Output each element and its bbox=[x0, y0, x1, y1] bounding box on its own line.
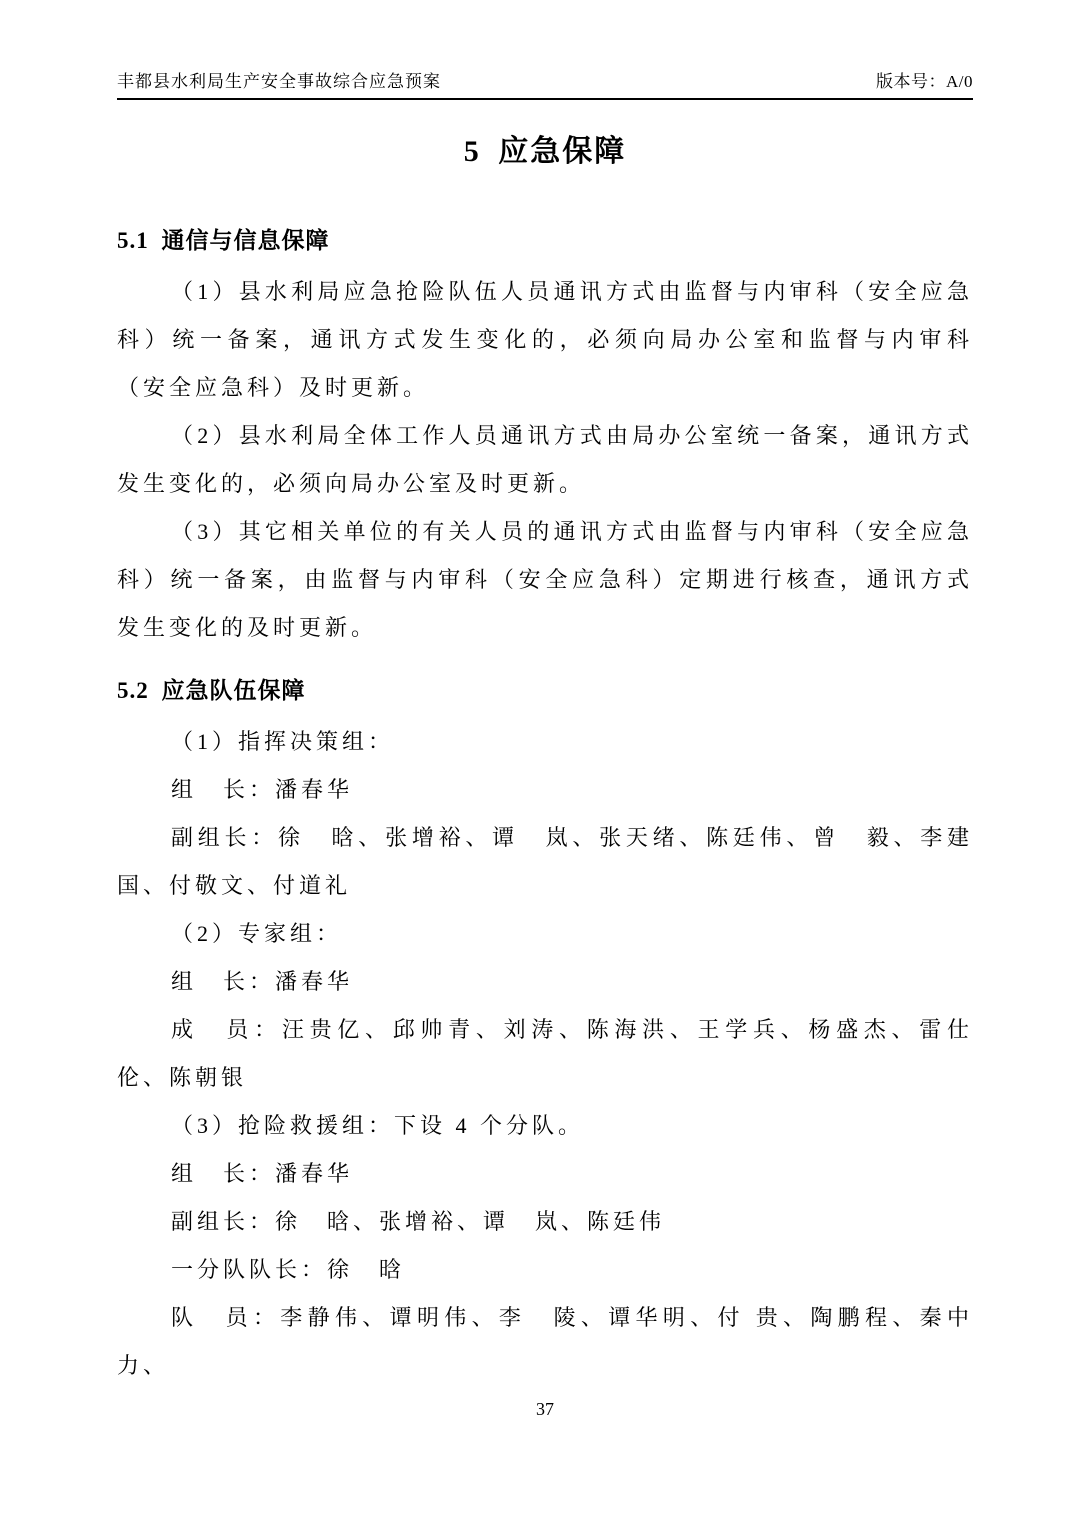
page-header bbox=[117, 72, 973, 100]
paragraph-communication-3: （3）其它相关单位的有关人员的通讯方式由监督与内审科（安全应急科）统一备案，由监督与内审科（安全应急科）定期进行核查，通讯方式发生变化的及时更新。 bbox=[117, 519, 973, 640]
section-5-2-heading: 5.2 应急队伍保障 bbox=[117, 678, 306, 703]
paragraph-squad-1-members: 队 员：李静伟、谭明伟、李 陵、谭华明、付 贵、陶鹏程、秦中力、 bbox=[117, 1305, 973, 1378]
paragraph-group-3-leader: 组 长：潘春华 bbox=[171, 1161, 354, 1186]
page-title: 5 应急保障 bbox=[463, 135, 627, 168]
section-5-1-heading: 5.1 通信与信息保障 bbox=[117, 228, 330, 253]
paragraph-squad-1-leader: 一分队队长：徐 晗 bbox=[171, 1257, 406, 1282]
paragraph-group-2-members: 成 员：汪贵亿、邱帅青、刘涛、陈海洪、王学兵、杨盛杰、雷仕伦、陈朝银 bbox=[117, 1017, 973, 1090]
paragraph-communication-1: （1）县水利局应急抢险队伍人员通讯方式由监督与内审科（安全应急科）统一备案，通讯方式发生变化的，必须向局办公室和监督与内审科（安全应急科）及时更新。 bbox=[117, 279, 973, 400]
header-doc-title: 丰都县水利局生产安全事故综合应急预案 bbox=[117, 72, 441, 91]
paragraph-group-1-deputies: 副组长：徐 晗、张增裕、谭 岚、张天绪、陈廷伟、曾 毅、李建国、付敬文、付道礼 bbox=[117, 825, 973, 898]
paragraph-group-1-title: （1）指挥决策组： bbox=[171, 729, 395, 754]
header-version-label: 版本号：A/0 bbox=[876, 72, 973, 91]
paragraph-group-1-leader: 组 长：潘春华 bbox=[171, 777, 354, 802]
paragraph-group-3-deputies: 副组长：徐 晗、张增裕、谭 岚、陈廷伟 bbox=[171, 1209, 666, 1234]
paragraph-group-3-title: （3）抢险救援组：下设 4 个分队。 bbox=[171, 1113, 585, 1138]
footer-page-number: 37 bbox=[536, 1399, 554, 1419]
page-content bbox=[117, 118, 973, 1390]
paragraph-communication-2: （2）县水利局全体工作人员通讯方式由局办公室统一备案，通讯方式发生变化的，必须向局办公室及时更新。 bbox=[117, 423, 973, 496]
paragraph-group-2-leader: 组 长：潘春华 bbox=[171, 969, 354, 994]
paragraph-group-2-title: （2）专家组： bbox=[171, 921, 343, 946]
